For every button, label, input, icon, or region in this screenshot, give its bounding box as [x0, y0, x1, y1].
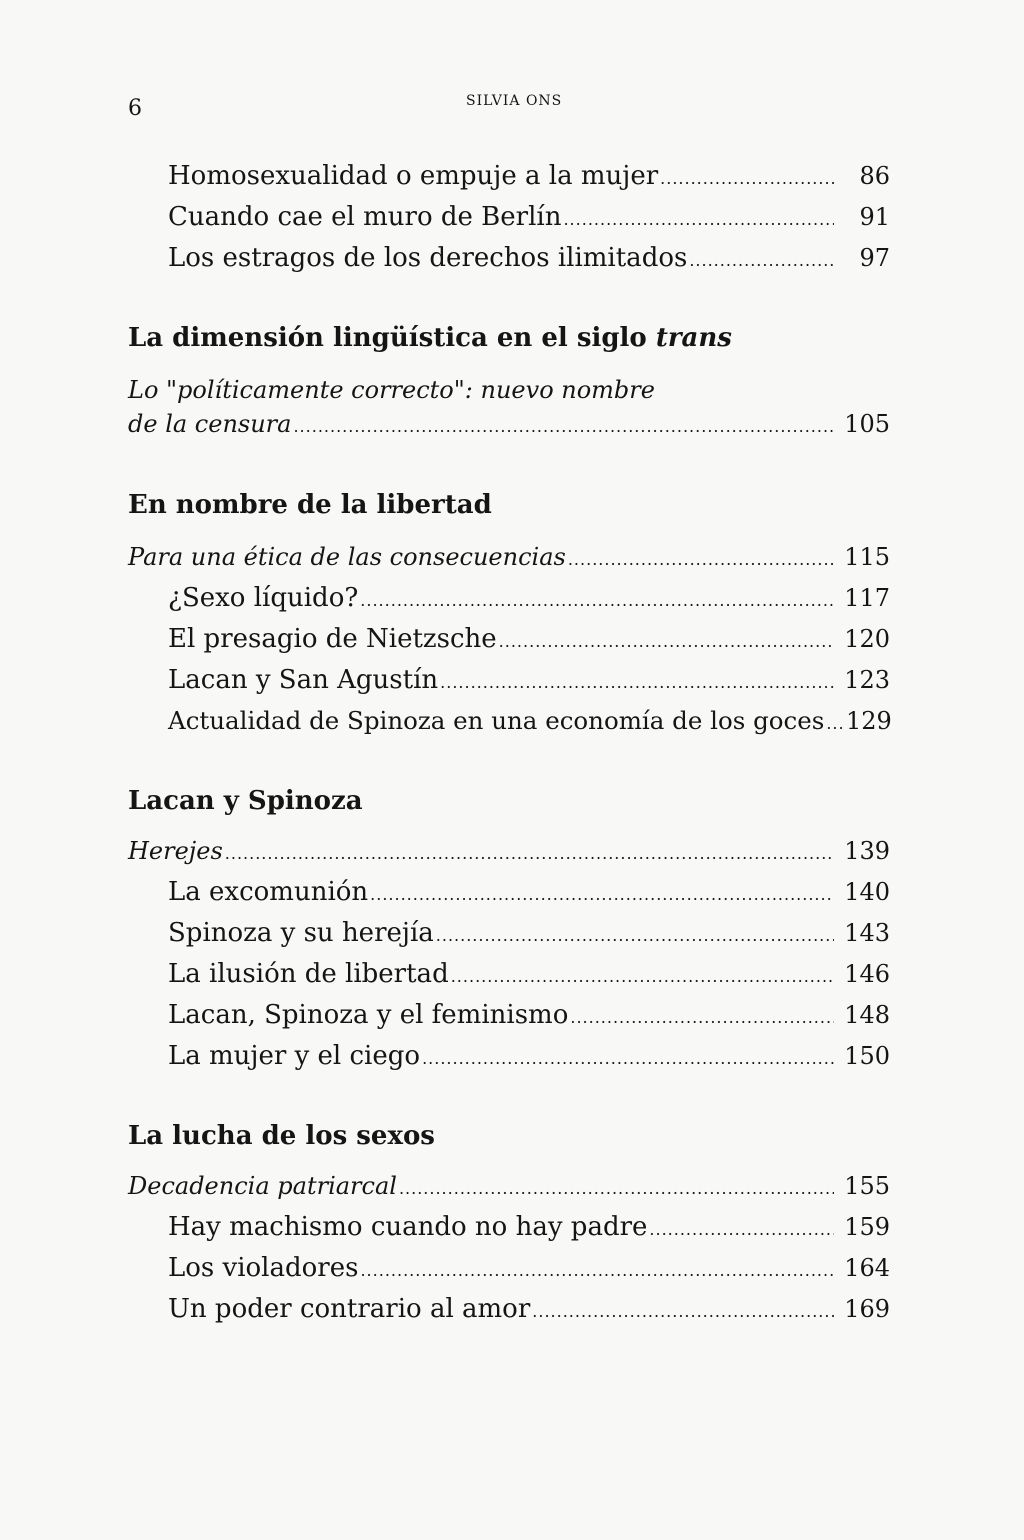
toc-entry — [168, 623, 890, 658]
toc-entry-label: Un poder contrario al amor — [168, 1294, 531, 1324]
leader-dots — [399, 1173, 834, 1205]
toc-entry-page: 117 — [844, 584, 890, 612]
leader-dots — [568, 544, 834, 576]
leader-dots — [532, 1296, 834, 1328]
toc-entry-label: Hay machismo cuando no hay padre — [168, 1212, 648, 1242]
leader-dots — [570, 1002, 834, 1034]
toc-entry-label: ¿Sexo líquido? — [168, 583, 359, 613]
toc-entry — [168, 999, 890, 1034]
page-number: 6 — [128, 96, 142, 121]
toc-entry-page: 120 — [844, 625, 890, 653]
chapter-entry-page: 139 — [844, 837, 890, 865]
chapter-entry-page: 155 — [844, 1172, 890, 1200]
toc-entry-page: 159 — [844, 1213, 890, 1241]
section-title-emphasis: trans — [655, 323, 732, 353]
leader-dots — [499, 626, 834, 658]
toc-entry — [168, 242, 890, 277]
toc-entry — [168, 917, 890, 952]
leader-dots — [563, 204, 834, 236]
leader-dots — [360, 585, 834, 617]
toc-entry — [168, 160, 890, 195]
leader-dots — [689, 245, 834, 277]
toc-entry-label: Actualidad de Spinoza en una economía de los goces — [168, 706, 825, 735]
toc-entry-page: 97 — [859, 244, 890, 272]
toc-entry — [168, 201, 890, 236]
toc-entry-label: Los violadores — [168, 1253, 359, 1283]
section-title — [128, 322, 732, 354]
leader-dots — [826, 708, 844, 740]
chapter-entry — [128, 1170, 890, 1205]
toc-entry-page: 148 — [844, 1001, 890, 1029]
toc-entry-label: Cuando cae el muro de Berlín — [168, 202, 562, 232]
chapter-title-line: Lo "políticamente correcto": nuevo nombre — [128, 376, 655, 404]
toc-entry-page: 91 — [859, 203, 890, 231]
toc-entry-label: Lacan, Spinoza y el feminismo — [168, 1000, 569, 1030]
leader-dots — [451, 961, 834, 993]
toc-entry-label: La mujer y el ciego — [168, 1041, 421, 1071]
leader-dots — [422, 1043, 834, 1075]
section-title: Lacan y Spinoza — [128, 786, 363, 816]
toc-entry-page: 169 — [844, 1295, 890, 1323]
leader-dots — [660, 163, 834, 195]
toc-entry — [168, 582, 890, 617]
toc-entry — [168, 1293, 890, 1328]
chapter-entry — [128, 835, 890, 870]
chapter-entry-page: 105 — [844, 410, 890, 438]
toc-entry-page: 123 — [844, 666, 890, 694]
running-head: SILVIA ONS — [466, 93, 563, 109]
chapter-entry-label: Para una ética de las consecuencias — [128, 543, 566, 571]
toc-entry — [168, 1040, 890, 1075]
section-title: La lucha de los sexos — [128, 1121, 435, 1151]
toc-entry-label: Spinoza y su herejía — [168, 918, 434, 948]
toc-entry — [168, 958, 890, 993]
chapter-entry-label: Herejes — [128, 837, 223, 865]
leader-dots — [370, 879, 834, 911]
toc-entry-page: 164 — [844, 1254, 890, 1282]
toc-entry-page: 150 — [844, 1042, 890, 1070]
section-title-text: La dimensión lingüística en el siglo — [128, 323, 656, 353]
chapter-entry — [128, 408, 890, 443]
toc-entry-label: Los estragos de los derechos ilimitados — [168, 243, 688, 273]
toc-entry — [168, 705, 890, 740]
toc-entry-label: La excomunión — [168, 877, 369, 907]
chapter-entry-label: de la censura — [128, 410, 292, 438]
toc-entry-page: 129 — [846, 707, 892, 735]
leader-dots — [649, 1214, 834, 1246]
toc-entry — [168, 1211, 890, 1246]
toc-entry — [168, 876, 890, 911]
leader-dots — [436, 920, 834, 952]
toc-entry-page: 143 — [844, 919, 890, 947]
leader-dots — [440, 667, 834, 699]
section-title: En nombre de la libertad — [128, 490, 492, 520]
chapter-entry-label: Decadencia patriarcal — [128, 1172, 397, 1200]
chapter-entry — [128, 541, 890, 576]
leader-dots — [293, 411, 834, 443]
toc-entry-page: 146 — [844, 960, 890, 988]
toc-entry — [168, 664, 890, 699]
toc-entry — [168, 1252, 890, 1287]
toc-entry-label: Lacan y San Agustín — [168, 665, 439, 695]
leader-dots — [360, 1255, 834, 1287]
leader-dots — [225, 838, 834, 870]
toc-entry-label: Homosexualidad o empuje a la mujer — [168, 161, 659, 191]
toc-entry-label: El presagio de Nietzsche — [168, 624, 497, 654]
toc-entry-label: La ilusión de libertad — [168, 959, 449, 989]
chapter-entry-page: 115 — [844, 543, 890, 571]
toc-entry-page: 86 — [859, 162, 890, 190]
toc-entry-page: 140 — [844, 878, 890, 906]
